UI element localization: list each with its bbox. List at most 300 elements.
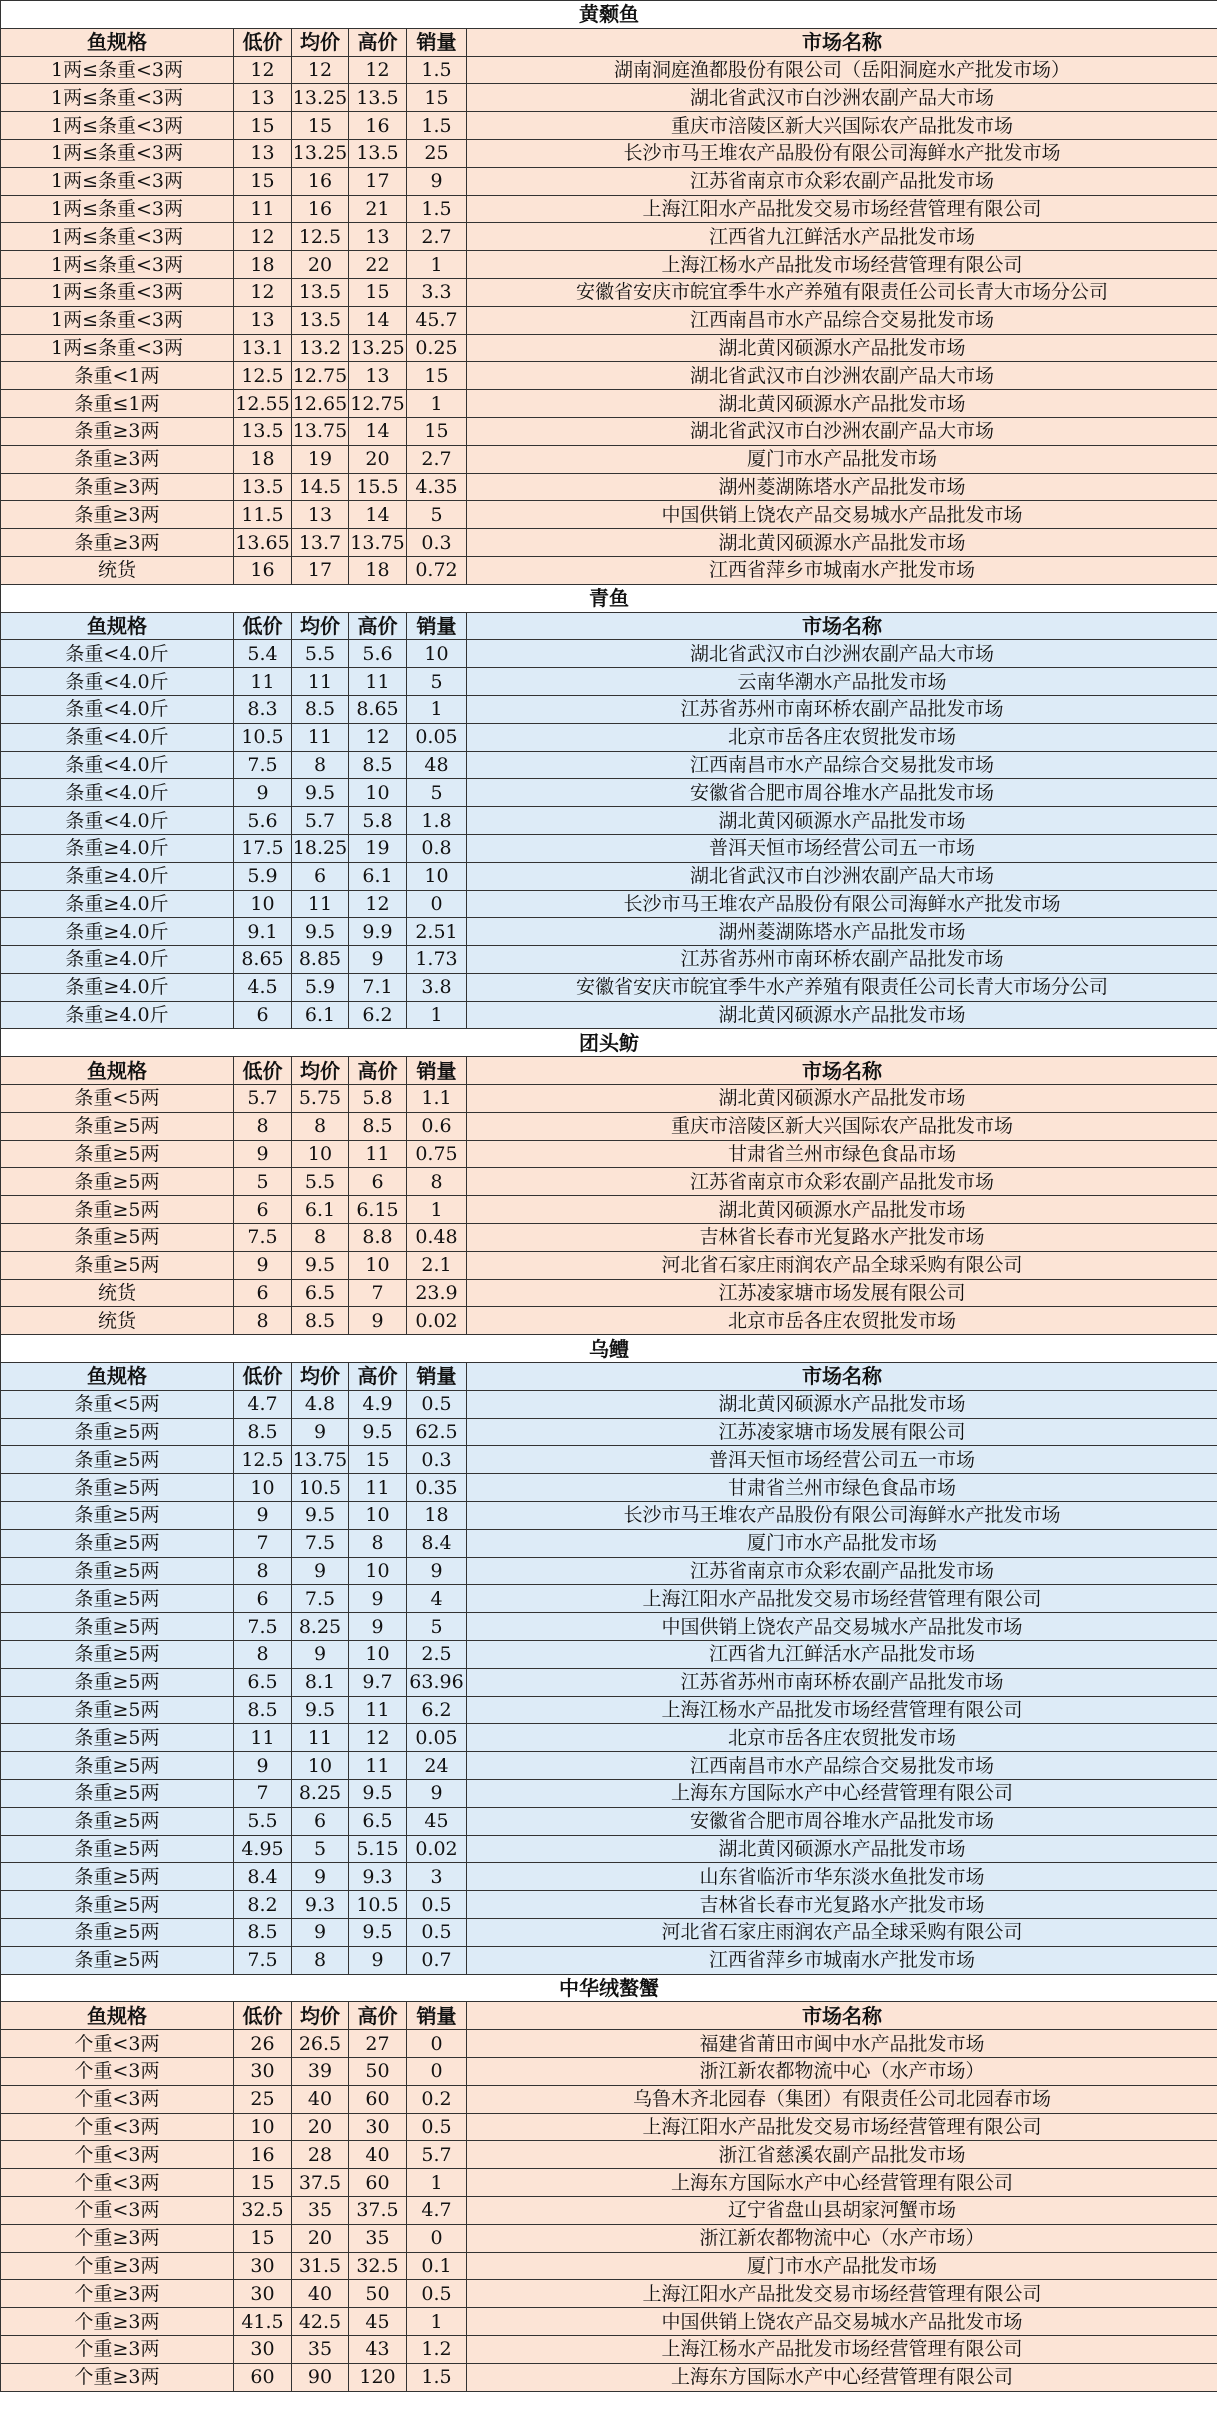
- table-cell: 2.51: [407, 918, 467, 946]
- table-cell: 6.5: [349, 1807, 407, 1835]
- table-cell: 30: [234, 2335, 292, 2363]
- table-cell: 7.5: [234, 1946, 292, 1974]
- table-row: [1, 167, 1217, 195]
- table-cell: 1.2: [407, 2335, 467, 2363]
- table-row: [1, 112, 1217, 140]
- table-cell: 5.7: [407, 2141, 467, 2169]
- table-cell: 1两≤条重<3两: [1, 306, 234, 334]
- table-cell: 条重<4.0斤: [1, 751, 234, 779]
- table-cell: 1.5: [407, 56, 467, 84]
- table-cell: 0.7: [407, 1946, 467, 1974]
- table-cell: 5: [234, 1168, 292, 1196]
- column-header-row: [1, 612, 1217, 640]
- table-cell: 江西南昌市水产品综合交易批发市场: [467, 306, 1217, 334]
- table-row: [1, 918, 1217, 946]
- table-cell: 乌鲁木齐北园春（集团）有限责任公司北园春市场: [467, 2085, 1217, 2113]
- table-cell: 条重<4.0斤: [1, 779, 234, 807]
- table-cell: 18: [234, 251, 292, 279]
- table-cell: 10: [234, 2113, 292, 2141]
- table-cell: 0.5: [407, 1891, 467, 1919]
- table-row: [1, 1307, 1217, 1335]
- table-cell: 18: [349, 556, 407, 584]
- table-cell: 统货: [1, 1279, 234, 1307]
- table-cell: 0.5: [407, 2113, 467, 2141]
- column-header: 销量: [407, 28, 467, 56]
- table-cell: 9.5: [292, 1502, 349, 1530]
- table-cell: 9.5: [349, 1418, 407, 1446]
- table-cell: 浙江省慈溪农副产品批发市场: [467, 2141, 1217, 2169]
- table-row: [1, 2363, 1217, 2391]
- table-row: [1, 251, 1217, 279]
- section-title-row: [1, 1029, 1217, 1057]
- table-cell: 个重<3两: [1, 2196, 234, 2224]
- table-cell: 8.85: [292, 946, 349, 974]
- table-cell: 5.7: [292, 807, 349, 835]
- table-cell: 11: [234, 668, 292, 696]
- table-cell: 9.1: [234, 918, 292, 946]
- table-row: [1, 1474, 1217, 1502]
- table-cell: 0: [407, 890, 467, 918]
- table-cell: 4.7: [234, 1390, 292, 1418]
- table-cell: 条重<4.0斤: [1, 640, 234, 668]
- table-row: [1, 1140, 1217, 1168]
- table-cell: 6.1: [292, 1001, 349, 1029]
- table-cell: 9.5: [292, 779, 349, 807]
- column-header: 均价: [292, 1057, 349, 1085]
- table-cell: 45.7: [407, 306, 467, 334]
- column-header-row: [1, 28, 1217, 56]
- table-cell: 9: [292, 1418, 349, 1446]
- table-cell: 山东省临沂市华东淡水鱼批发市场: [467, 1863, 1217, 1891]
- table-row: [1, 501, 1217, 529]
- table-cell: 10: [349, 1251, 407, 1279]
- table-cell: 10.5: [349, 1891, 407, 1919]
- table-row: [1, 1863, 1217, 1891]
- table-cell: 8.8: [349, 1224, 407, 1252]
- table-row: [1, 2280, 1217, 2308]
- table-cell: 江苏省苏州市南环桥农副产品批发市场: [467, 946, 1217, 974]
- table-cell: 条重≥5两: [1, 1918, 234, 1946]
- table-row: [1, 1529, 1217, 1557]
- table-cell: 5: [292, 1835, 349, 1863]
- table-cell: 18: [234, 445, 292, 473]
- table-cell: 10: [349, 1502, 407, 1530]
- table-cell: 31.5: [292, 2252, 349, 2280]
- table-cell: 11: [292, 668, 349, 696]
- table-cell: 9.3: [292, 1891, 349, 1919]
- table-cell: 9: [407, 1780, 467, 1808]
- table-cell: 0.48: [407, 1224, 467, 1252]
- column-header: 销量: [407, 1363, 467, 1391]
- table-cell: 厦门市水产品批发市场: [467, 1529, 1217, 1557]
- table-cell: 40: [292, 2085, 349, 2113]
- table-cell: 4.9: [349, 1390, 407, 1418]
- table-cell: 条重≥4.0斤: [1, 918, 234, 946]
- table-cell: 9: [349, 946, 407, 974]
- table-cell: 60: [349, 2085, 407, 2113]
- table-row: [1, 278, 1217, 306]
- table-cell: 条重≥5两: [1, 1529, 234, 1557]
- column-header: 销量: [407, 2002, 467, 2030]
- table-cell: 0.5: [407, 2280, 467, 2308]
- table-cell: 37.5: [292, 2169, 349, 2197]
- table-row: [1, 2308, 1217, 2336]
- table-cell: 9: [349, 1585, 407, 1613]
- column-header: 高价: [349, 28, 407, 56]
- table-row: [1, 1807, 1217, 1835]
- table-cell: 16: [234, 556, 292, 584]
- table-cell: 11: [349, 1696, 407, 1724]
- table-cell: 个重≥3两: [1, 2280, 234, 2308]
- table-cell: 10.5: [234, 723, 292, 751]
- table-cell: 1.8: [407, 807, 467, 835]
- table-cell: 41.5: [234, 2308, 292, 2336]
- table-cell: 15: [292, 112, 349, 140]
- table-cell: 42.5: [292, 2308, 349, 2336]
- table-cell: 24: [407, 1752, 467, 1780]
- table-cell: 9.7: [349, 1668, 407, 1696]
- table-cell: 江苏凌家塘市场发展有限公司: [467, 1279, 1217, 1307]
- table-cell: 湖州菱湖陈塔水产品批发市场: [467, 473, 1217, 501]
- table-cell: 条重<5两: [1, 1085, 234, 1113]
- table-cell: 10: [349, 1557, 407, 1585]
- table-cell: 云南华潮水产品批发市场: [467, 668, 1217, 696]
- table-row: [1, 56, 1217, 84]
- table-cell: 12.5: [292, 223, 349, 251]
- table-cell: 0.8: [407, 834, 467, 862]
- table-row: [1, 556, 1217, 584]
- column-header: 市场名称: [467, 1363, 1217, 1391]
- column-header: 销量: [407, 1057, 467, 1085]
- table-cell: 17: [292, 556, 349, 584]
- table-cell: 9: [292, 1918, 349, 1946]
- table-cell: 5.7: [234, 1085, 292, 1113]
- table-cell: 1两≤条重<3两: [1, 223, 234, 251]
- table-cell: 普洱天恒市场经营公司五一市场: [467, 834, 1217, 862]
- table-cell: 条重≥4.0斤: [1, 890, 234, 918]
- table-cell: 8: [234, 1307, 292, 1335]
- table-cell: 甘肃省兰州市绿色食品市场: [467, 1474, 1217, 1502]
- table-row: [1, 779, 1217, 807]
- table-cell: 条重≥5两: [1, 1863, 234, 1891]
- table-cell: 6: [292, 1807, 349, 1835]
- table-cell: 上海东方国际水产中心经营管理有限公司: [467, 2169, 1217, 2197]
- table-cell: 上海江阳水产品批发交易市场经营管理有限公司: [467, 2280, 1217, 2308]
- table-cell: 13.5: [234, 473, 292, 501]
- table-cell: 39: [292, 2057, 349, 2085]
- table-cell: 8.3: [234, 695, 292, 723]
- table-cell: 8.5: [234, 1918, 292, 1946]
- column-header: 均价: [292, 612, 349, 640]
- table-cell: 40: [292, 2280, 349, 2308]
- column-header: 销量: [407, 612, 467, 640]
- table-cell: 湖州菱湖陈塔水产品批发市场: [467, 918, 1217, 946]
- table-row: [1, 1390, 1217, 1418]
- column-header: 均价: [292, 28, 349, 56]
- table-cell: 21: [349, 195, 407, 223]
- column-header: 高价: [349, 1057, 407, 1085]
- table-cell: 10: [234, 890, 292, 918]
- table-cell: 9: [292, 1863, 349, 1891]
- table-row: [1, 1112, 1217, 1140]
- table-cell: 湖北黄冈硕源水产品批发市场: [467, 1835, 1217, 1863]
- table-cell: 13.5: [349, 139, 407, 167]
- table-row: [1, 1502, 1217, 1530]
- table-cell: 0: [407, 2224, 467, 2252]
- column-header: 鱼规格: [1, 1363, 234, 1391]
- section-title: 中华绒螯蟹: [1, 1974, 1217, 2002]
- column-header: 高价: [349, 1363, 407, 1391]
- table-cell: 5.15: [349, 1835, 407, 1863]
- table-cell: 北京市岳各庄农贸批发市场: [467, 723, 1217, 751]
- table-cell: 45: [407, 1807, 467, 1835]
- table-cell: 9.5: [292, 918, 349, 946]
- table-cell: 5.5: [292, 1168, 349, 1196]
- table-cell: 9: [292, 1557, 349, 1585]
- table-row: [1, 2335, 1217, 2363]
- table-cell: 1.1: [407, 1085, 467, 1113]
- table-cell: 20: [349, 445, 407, 473]
- table-cell: 90: [292, 2363, 349, 2391]
- table-cell: 重庆市涪陵区新大兴国际农产品批发市场: [467, 112, 1217, 140]
- table-cell: 湖北黄冈硕源水产品批发市场: [467, 334, 1217, 362]
- table-cell: 8: [292, 1112, 349, 1140]
- table-cell: 11: [349, 668, 407, 696]
- table-cell: 43: [349, 2335, 407, 2363]
- section-title-row: [1, 584, 1217, 612]
- table-cell: 7.1: [349, 973, 407, 1001]
- table-cell: 安徽省合肥市周谷堆水产品批发市场: [467, 779, 1217, 807]
- table-cell: 18.25: [292, 834, 349, 862]
- table-cell: 中国供销上饶农产品交易城水产品批发市场: [467, 1613, 1217, 1641]
- table-cell: 江西省萍乡市城南水产批发市场: [467, 1946, 1217, 1974]
- table-row: [1, 640, 1217, 668]
- table-cell: 上海江杨水产品批发市场经营管理有限公司: [467, 2335, 1217, 2363]
- table-cell: 14: [349, 306, 407, 334]
- table-cell: 0.05: [407, 1724, 467, 1752]
- table-cell: 30: [234, 2252, 292, 2280]
- table-row: [1, 445, 1217, 473]
- table-cell: 10: [349, 1641, 407, 1669]
- column-header: 均价: [292, 2002, 349, 2030]
- table-cell: 1两≤条重<3两: [1, 195, 234, 223]
- table-cell: 13.25: [349, 334, 407, 362]
- section-title-row: [1, 1974, 1217, 2002]
- table-cell: 11: [234, 195, 292, 223]
- column-header: 鱼规格: [1, 28, 234, 56]
- table-cell: 12.75: [292, 362, 349, 390]
- table-cell: 6.5: [234, 1668, 292, 1696]
- table-cell: 1: [407, 695, 467, 723]
- table-cell: 7: [234, 1780, 292, 1808]
- table-cell: 1两≤条重<3两: [1, 334, 234, 362]
- table-cell: 9.5: [292, 1696, 349, 1724]
- table-row: [1, 1251, 1217, 1279]
- table-cell: 7: [234, 1529, 292, 1557]
- table-cell: 15: [407, 84, 467, 112]
- table-cell: 8: [349, 1529, 407, 1557]
- section-title: 乌鳢: [1, 1335, 1217, 1363]
- table-cell: 2.7: [407, 223, 467, 251]
- table-cell: 条重≥5两: [1, 1696, 234, 1724]
- column-header: 低价: [234, 612, 292, 640]
- table-cell: 湖北黄冈硕源水产品批发市场: [467, 807, 1217, 835]
- table-cell: 15: [349, 1446, 407, 1474]
- table-cell: 8.25: [292, 1613, 349, 1641]
- table-row: [1, 1557, 1217, 1585]
- table-cell: 25: [407, 139, 467, 167]
- table-cell: 10.5: [292, 1474, 349, 1502]
- table-cell: 条重≥4.0斤: [1, 834, 234, 862]
- table-cell: 江西南昌市水产品综合交易批发市场: [467, 1752, 1217, 1780]
- table-cell: 11: [349, 1140, 407, 1168]
- table-cell: 9: [407, 1557, 467, 1585]
- table-cell: 5: [407, 668, 467, 696]
- table-cell: 0: [407, 2057, 467, 2085]
- table-row: [1, 1224, 1217, 1252]
- table-row: [1, 1418, 1217, 1446]
- table-row: [1, 946, 1217, 974]
- table-cell: 9: [234, 1752, 292, 1780]
- table-cell: 上海江阳水产品批发交易市场经营管理有限公司: [467, 1585, 1217, 1613]
- table-cell: 7.5: [292, 1585, 349, 1613]
- section-title: 青鱼: [1, 584, 1217, 612]
- table-cell: 上海东方国际水产中心经营管理有限公司: [467, 2363, 1217, 2391]
- table-cell: 0: [407, 2030, 467, 2058]
- column-header-row: [1, 2002, 1217, 2030]
- table-row: [1, 223, 1217, 251]
- table-cell: 50: [349, 2280, 407, 2308]
- table-cell: 11: [292, 890, 349, 918]
- table-cell: 5.9: [234, 862, 292, 890]
- table-cell: 12.65: [292, 390, 349, 418]
- column-header: 高价: [349, 612, 407, 640]
- table-cell: 11: [292, 1724, 349, 1752]
- table-cell: 浙江新农都物流中心（水产市场）: [467, 2224, 1217, 2252]
- table-cell: 16: [292, 167, 349, 195]
- table-cell: 条重≥4.0斤: [1, 1001, 234, 1029]
- table-cell: 11: [349, 1752, 407, 1780]
- table-cell: 37.5: [349, 2196, 407, 2224]
- table-cell: 13.2: [292, 334, 349, 362]
- column-header: 低价: [234, 28, 292, 56]
- table-cell: 15.5: [349, 473, 407, 501]
- table-cell: 13: [292, 501, 349, 529]
- table-cell: 6.5: [292, 1279, 349, 1307]
- table-cell: 6.1: [292, 1196, 349, 1224]
- table-cell: 条重≥5两: [1, 1724, 234, 1752]
- table-cell: 统货: [1, 556, 234, 584]
- table-cell: 62.5: [407, 1418, 467, 1446]
- table-cell: 条重≥5两: [1, 1835, 234, 1863]
- table-cell: 12: [349, 723, 407, 751]
- table-cell: 江西南昌市水产品综合交易批发市场: [467, 751, 1217, 779]
- table-cell: 13.25: [292, 84, 349, 112]
- table-row: [1, 1918, 1217, 1946]
- table-cell: 湖北黄冈硕源水产品批发市场: [467, 1001, 1217, 1029]
- column-header: 鱼规格: [1, 2002, 234, 2030]
- table-cell: 0.35: [407, 1474, 467, 1502]
- table-row: [1, 473, 1217, 501]
- table-cell: 12: [349, 56, 407, 84]
- column-header: 高价: [349, 2002, 407, 2030]
- table-cell: 9: [292, 1641, 349, 1669]
- table-cell: 个重≥3两: [1, 2308, 234, 2336]
- table-cell: 1: [407, 1001, 467, 1029]
- table-cell: 5.5: [292, 640, 349, 668]
- column-header: 市场名称: [467, 28, 1217, 56]
- table-cell: 条重≥3两: [1, 417, 234, 445]
- table-cell: 26: [234, 2030, 292, 2058]
- table-cell: 条重≥5两: [1, 1168, 234, 1196]
- section-title-row: [1, 1, 1217, 29]
- table-row: [1, 751, 1217, 779]
- table-cell: 1: [407, 1196, 467, 1224]
- table-cell: 48: [407, 751, 467, 779]
- table-cell: 中国供销上饶农产品交易城水产品批发市场: [467, 2308, 1217, 2336]
- table-cell: 20: [292, 2224, 349, 2252]
- table-cell: 统货: [1, 1307, 234, 1335]
- table-cell: 长沙市马王堆农产品股份有限公司海鲜水产批发市场: [467, 890, 1217, 918]
- table-cell: 上海江阳水产品批发交易市场经营管理有限公司: [467, 2113, 1217, 2141]
- table-cell: 9.5: [349, 1918, 407, 1946]
- table-cell: 6: [349, 1168, 407, 1196]
- table-cell: 0.72: [407, 556, 467, 584]
- table-cell: 甘肃省兰州市绿色食品市场: [467, 1140, 1217, 1168]
- table-cell: 60: [234, 2363, 292, 2391]
- table-cell: 15: [407, 417, 467, 445]
- table-cell: 5.75: [292, 1085, 349, 1113]
- table-cell: 0.5: [407, 1918, 467, 1946]
- table-cell: 9: [234, 779, 292, 807]
- table-cell: 条重<1两: [1, 362, 234, 390]
- table-cell: 11: [234, 1724, 292, 1752]
- table-cell: 1.5: [407, 2363, 467, 2391]
- table-cell: 19: [349, 834, 407, 862]
- table-cell: 6: [234, 1279, 292, 1307]
- table-cell: 16: [234, 2141, 292, 2169]
- column-header: 鱼规格: [1, 1057, 234, 1085]
- table-cell: 1: [407, 2308, 467, 2336]
- table-cell: 江苏省南京市众彩农副产品批发市场: [467, 167, 1217, 195]
- table-cell: 10: [292, 1140, 349, 1168]
- table-row: [1, 334, 1217, 362]
- table-cell: 1两≤条重<3两: [1, 139, 234, 167]
- table-cell: 6.2: [349, 1001, 407, 1029]
- table-row: [1, 417, 1217, 445]
- table-cell: 9: [234, 1502, 292, 1530]
- table-cell: 14: [349, 501, 407, 529]
- table-row: [1, 1696, 1217, 1724]
- table-row: [1, 695, 1217, 723]
- table-cell: 江苏省苏州市南环桥农副产品批发市场: [467, 1668, 1217, 1696]
- table-cell: 8.5: [349, 751, 407, 779]
- table-row: [1, 1085, 1217, 1113]
- table-cell: 6: [292, 862, 349, 890]
- table-cell: 12.75: [349, 390, 407, 418]
- table-cell: 3: [407, 1863, 467, 1891]
- table-cell: 条重≥5两: [1, 1418, 234, 1446]
- table-cell: 条重≥5两: [1, 1251, 234, 1279]
- table-cell: 4: [407, 1585, 467, 1613]
- table-cell: 12: [234, 278, 292, 306]
- table-cell: 12: [349, 890, 407, 918]
- table-row: [1, 1613, 1217, 1641]
- table-cell: 江西省萍乡市城南水产批发市场: [467, 556, 1217, 584]
- table-row: [1, 306, 1217, 334]
- column-header: 低价: [234, 1057, 292, 1085]
- table-cell: 江苏省南京市众彩农副产品批发市场: [467, 1168, 1217, 1196]
